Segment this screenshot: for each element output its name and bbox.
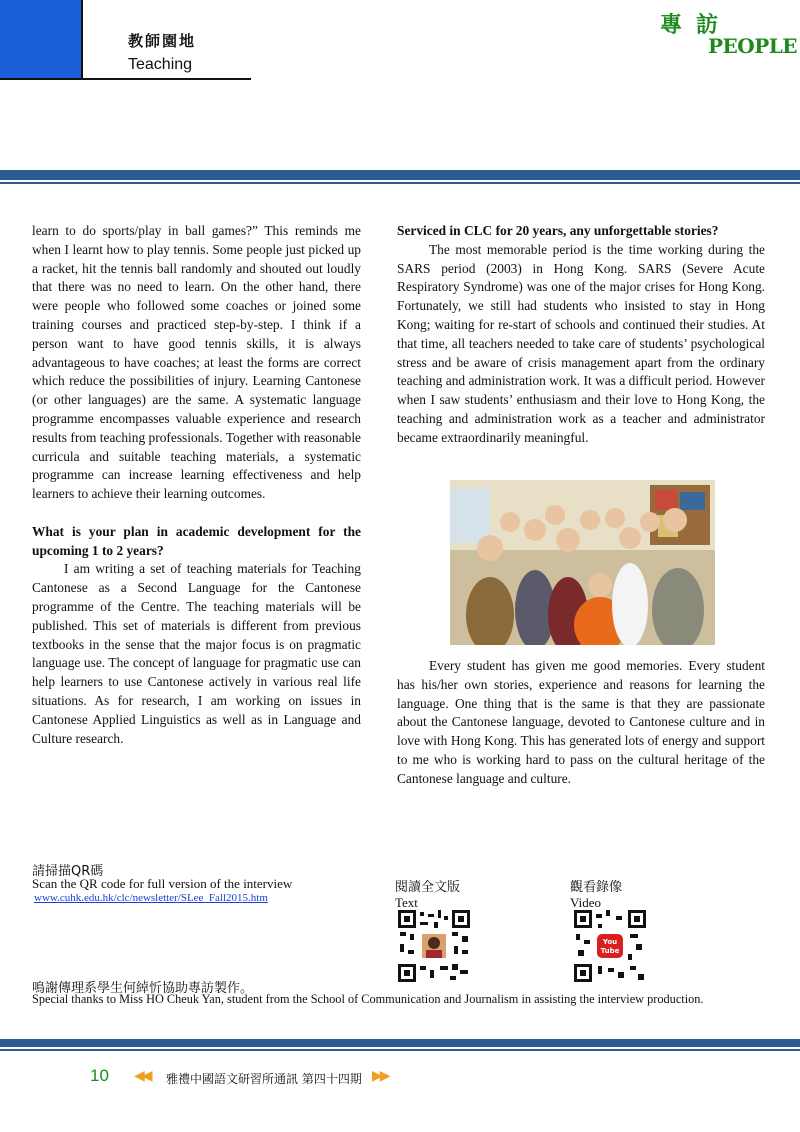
text-qr-code[interactable]	[398, 910, 470, 982]
svg-text:Tube: Tube	[600, 947, 620, 955]
section-title-zh: 教師園地	[128, 32, 197, 50]
video-qr-label-zh: 觀看錄像	[570, 880, 623, 895]
text-qr-label	[395, 876, 460, 911]
left-paragraph-2: I am writing a set of teaching materials for Teaching Cantonese as a Second Language for the Cantonese programme of the Centre. The teaching materials will be published. This set of materials is different from previous textbooks in the sense that the major focus is on pragmatic language use. The concept of language for pragmatic use can help learners to use Cantonese actively in various real life situations. As for research, I am working on issues in Cantonese Applied Linguistics as well as in Language and Culture research.	[32, 561, 361, 746]
thanks-zh: 鳴謝傳理系學生何綽忻協助專訪製作。	[32, 981, 254, 996]
thanks-en: Special thanks to Miss HO Cheuk Yan, student from the School of Communication and Journalism in assisting the interview production.	[32, 992, 704, 1006]
video-qr-label-en: Video	[570, 895, 601, 910]
people-title-en: PEOPLE	[708, 34, 798, 58]
bottom-divider-line	[0, 1049, 800, 1051]
text-qr-label-en: Text	[395, 895, 418, 910]
next-arrow-icon[interactable]: ▶▶	[372, 1069, 388, 1084]
group-photo	[450, 480, 715, 645]
question-heading-stories: Serviced in CLC for 20 years, any unforgettable stories?	[397, 223, 719, 238]
top-divider-line	[0, 182, 800, 184]
top-divider-band	[0, 170, 800, 180]
text-qr-label-zh: 閱讀全文版	[395, 880, 461, 895]
right-paragraph-2: Every student has given me good memories. Every student has his/her own stories, experience and reasons for learning the language. One thing that is the same is that they are passionate about the Cantonese language, devoted to Cantonese culture and in love with Hong Kong. This has generated lots of energy and support to me who is working hard to pass on the cultural heritage of the Cantonese language and culture.	[397, 658, 765, 786]
section-title-en: Teaching	[128, 56, 193, 73]
right-column-lower	[397, 657, 765, 789]
interview-link[interactable]: www.cuhk.edu.hk/clc/newsletter/SLee_Fall2015.htm	[34, 892, 268, 904]
right-column	[397, 222, 765, 448]
left-paragraph-1: learn to do sports/play in ball games?” This reminds me when I learnt how to play tennis. Some people just picked up a racket, hit the tennis ball randomly and shouted out loudly that there was no need to learn. On the other hand, there were people who followed some coaches or joined some training courses and practiced step-by-step. I think if a person want to have good tennis skills, it is always advantageous to have coaches; at least the forms are correct which reduce the possibilities of injury. Learning Cantonese (or other languages) are the same. A systematic language programme encompasses valuable experience and research results from teaching professionals. Together with reasonable curricula and suitable teaching materials, a systematic programme can increase learning effectiveness and help learners to achieve their learning outcomes.	[32, 223, 361, 502]
people-title-zh: 專訪	[660, 12, 733, 38]
qr-title-zh: 請掃描QR碼	[32, 864, 104, 879]
header-rule	[83, 78, 251, 80]
video-qr-code[interactable]	[574, 910, 646, 982]
question-heading-plan: What is your plan in academic development for the upcoming 1 to 2 years?	[32, 523, 361, 558]
left-column	[32, 222, 361, 748]
qr-title-en: Scan the QR code for full version of the interview	[32, 876, 293, 891]
bottom-divider-band	[0, 1039, 800, 1047]
newsletter-title: 雅禮中國語文研習所通訊 第四十四期	[166, 1072, 362, 1086]
header-blue-block	[0, 0, 83, 80]
prev-arrow-icon[interactable]: ◀◀	[134, 1069, 150, 1084]
page-number: 10	[90, 1066, 109, 1085]
right-paragraph-1: The most memorable period is the time working during the SARS period (2003) in Hong Kong. SARS (Severe Acute Respiratory Syndrome) was one of the major crises for Hong Kong. Fortunately, we still had students who insisted to stay in Hong Kong; waiting for re-start of schools and continued their studies. At that time, all teachers needed to take care of students’ psychological stress and be aware of crisis management apart from the ordinary teaching and administration work. It was a difficult period. However when I saw students’ enthusiasm and their love to Hong Kong, the teaching and administration work as a teacher and administrator became extraordinarily meaningful.	[397, 241, 765, 445]
svg-text:You: You	[602, 938, 618, 946]
video-qr-label	[570, 876, 622, 911]
